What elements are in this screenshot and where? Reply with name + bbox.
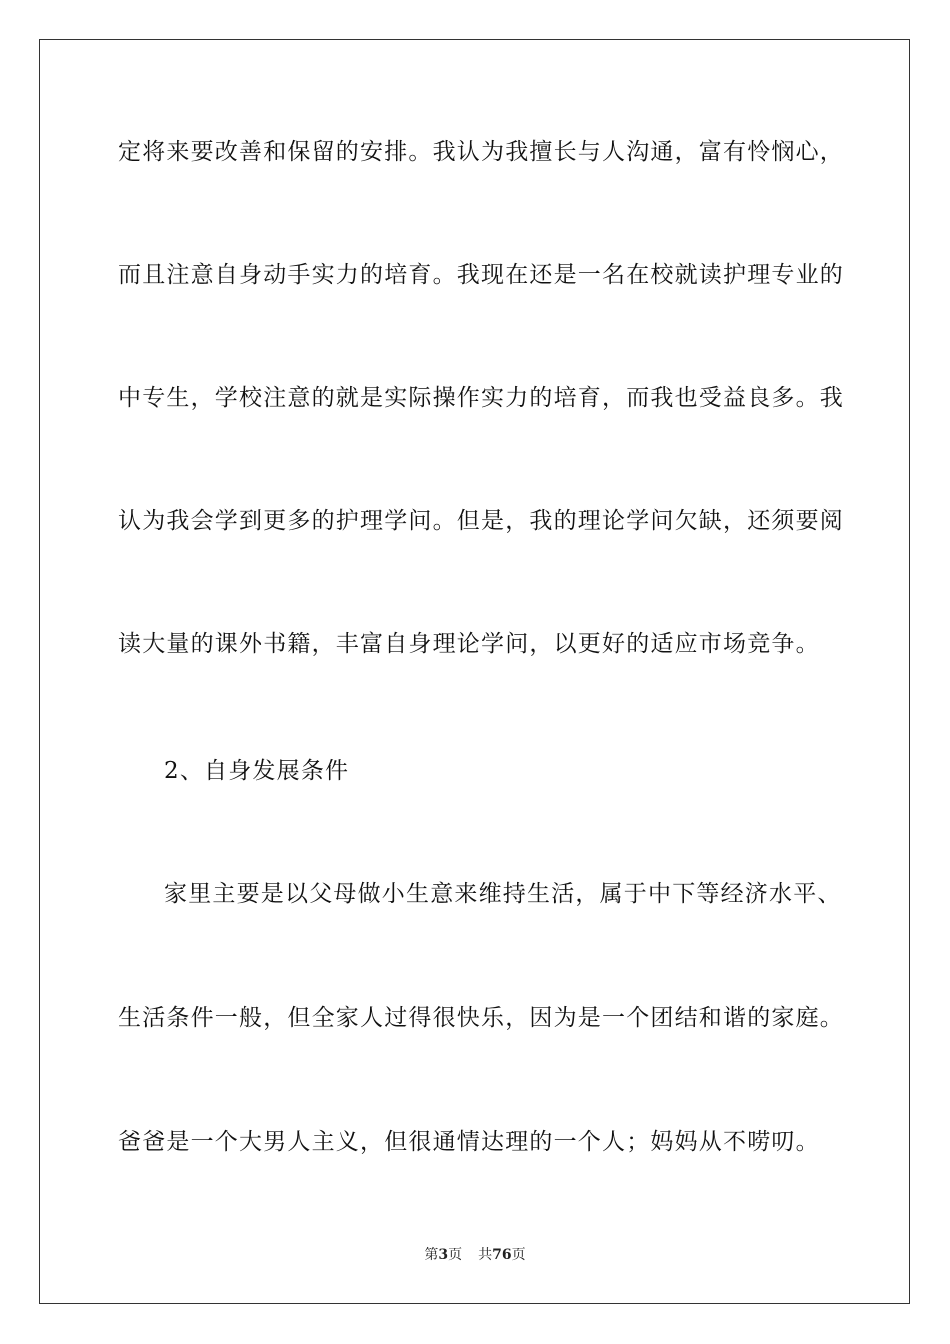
page-footer — [0, 1246, 950, 1264]
page-border — [39, 39, 910, 1304]
section-heading: 2、自身发展条件 — [164, 758, 350, 784]
total-prefix: 共 — [478, 1247, 493, 1263]
body-text-line: 定将来要改善和保留的安排。我认为我擅长与人沟通，富有怜悯心， — [118, 139, 844, 165]
page-number: 3 — [438, 1247, 449, 1263]
body-text-line: 读大量的课外书籍，丰富自身理论学问，以更好的适应市场竞争。 — [118, 631, 820, 657]
body-text-line: 而且注意自身动手实力的培育。我现在还是一名在校就读护理专业的 — [118, 262, 844, 288]
body-text-line: 爸爸是一个大男人主义，但很通情达理的一个人；妈妈从不唠叨。 — [118, 1129, 820, 1155]
page-prefix: 第 — [424, 1247, 439, 1263]
total-pages: 76 — [492, 1247, 512, 1263]
body-text-line: 家里主要是以父母做小生意来维持生活，属于中下等经济水平、 — [164, 881, 842, 907]
body-text-line: 认为我会学到更多的护理学问。但是，我的理论学问欠缺，还须要阅 — [118, 508, 844, 534]
body-text-line: 中专生，学校注意的就是实际操作实力的培育，而我也受益良多。我 — [118, 385, 844, 411]
total-suffix: 页 — [511, 1247, 526, 1263]
page-suffix: 页 — [448, 1247, 463, 1263]
body-text-line: 生活条件一般，但全家人过得很快乐，因为是一个团结和谐的家庭。 — [118, 1005, 844, 1031]
